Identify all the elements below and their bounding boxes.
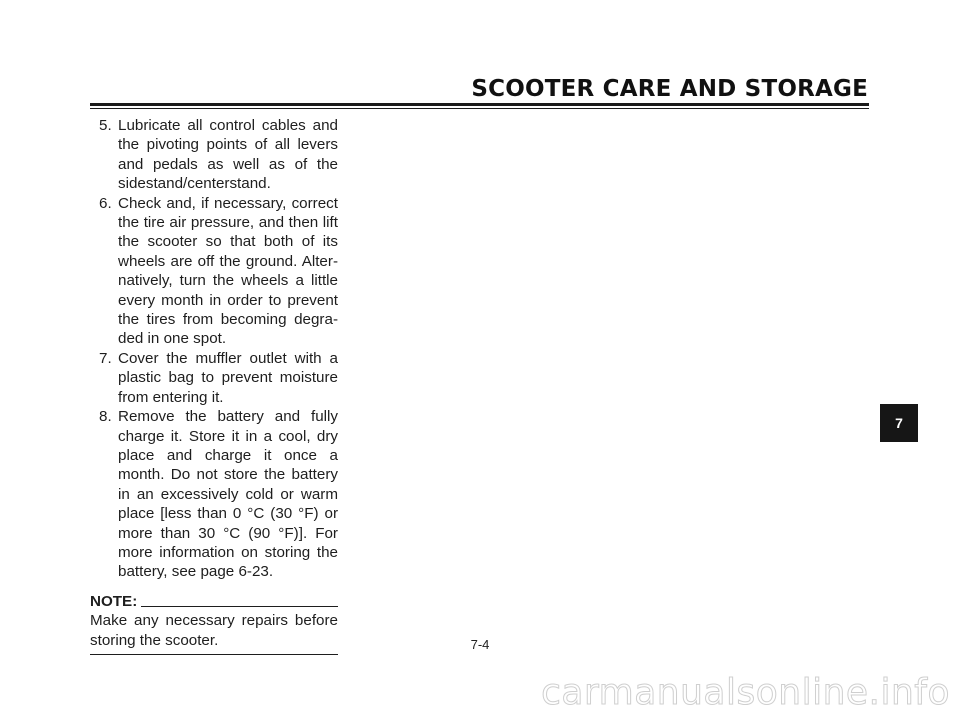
step-text: Cover the muffler outlet with a plastic bag to prevent moisture from entering it. bbox=[118, 349, 338, 406]
watermark: carmanualsonline.info bbox=[541, 672, 950, 713]
list-item-step-6 bbox=[90, 194, 338, 349]
step-number: 8. bbox=[99, 408, 112, 426]
step-text: Lubricate all control cables and the pivoting points of all levers and pedals as well as of the sidestand/centerstand. bbox=[118, 117, 338, 193]
header-rule bbox=[90, 103, 869, 106]
step-number: 5. bbox=[99, 117, 112, 134]
step-text: Remove the battery and fully charge it. Store it in a cool, dry place and charge it once a month. Do not store the battery in an excessively cold or warm place [less than 0 °C (30 °F) or more than 30 °C (90 °F)]. For more information on storing the battery, see page 6-23. bbox=[118, 408, 338, 581]
section-title: SCOOTER CARE AND STORAGE bbox=[471, 76, 868, 102]
chapter-tab bbox=[880, 404, 918, 442]
note-bottom-rule bbox=[90, 654, 338, 655]
list-item-step-5 bbox=[90, 116, 338, 194]
note-text: Make any necessary repairs before storing the scooter. bbox=[90, 612, 338, 649]
note-divider bbox=[141, 606, 338, 607]
header-rule-thin bbox=[90, 108, 869, 109]
step-number: 6. bbox=[99, 194, 112, 212]
step-text: Check and, if necessary, correct the tire air pressure, and then lift the scooter so that both of its wheels are off the ground. Alternatively, turn the wheels a little every month in order to prevent the tires from becoming degraded in one spot. bbox=[118, 194, 338, 348]
chapter-tab-label: 7 bbox=[895, 415, 903, 431]
list-item-step-8 bbox=[90, 407, 338, 582]
step-number: 7. bbox=[99, 349, 112, 367]
note-header bbox=[90, 592, 338, 611]
note-label: NOTE: bbox=[90, 592, 138, 610]
page-number: 7-4 bbox=[470, 637, 490, 652]
list-item-step-7 bbox=[90, 349, 338, 407]
content-column bbox=[90, 116, 338, 655]
